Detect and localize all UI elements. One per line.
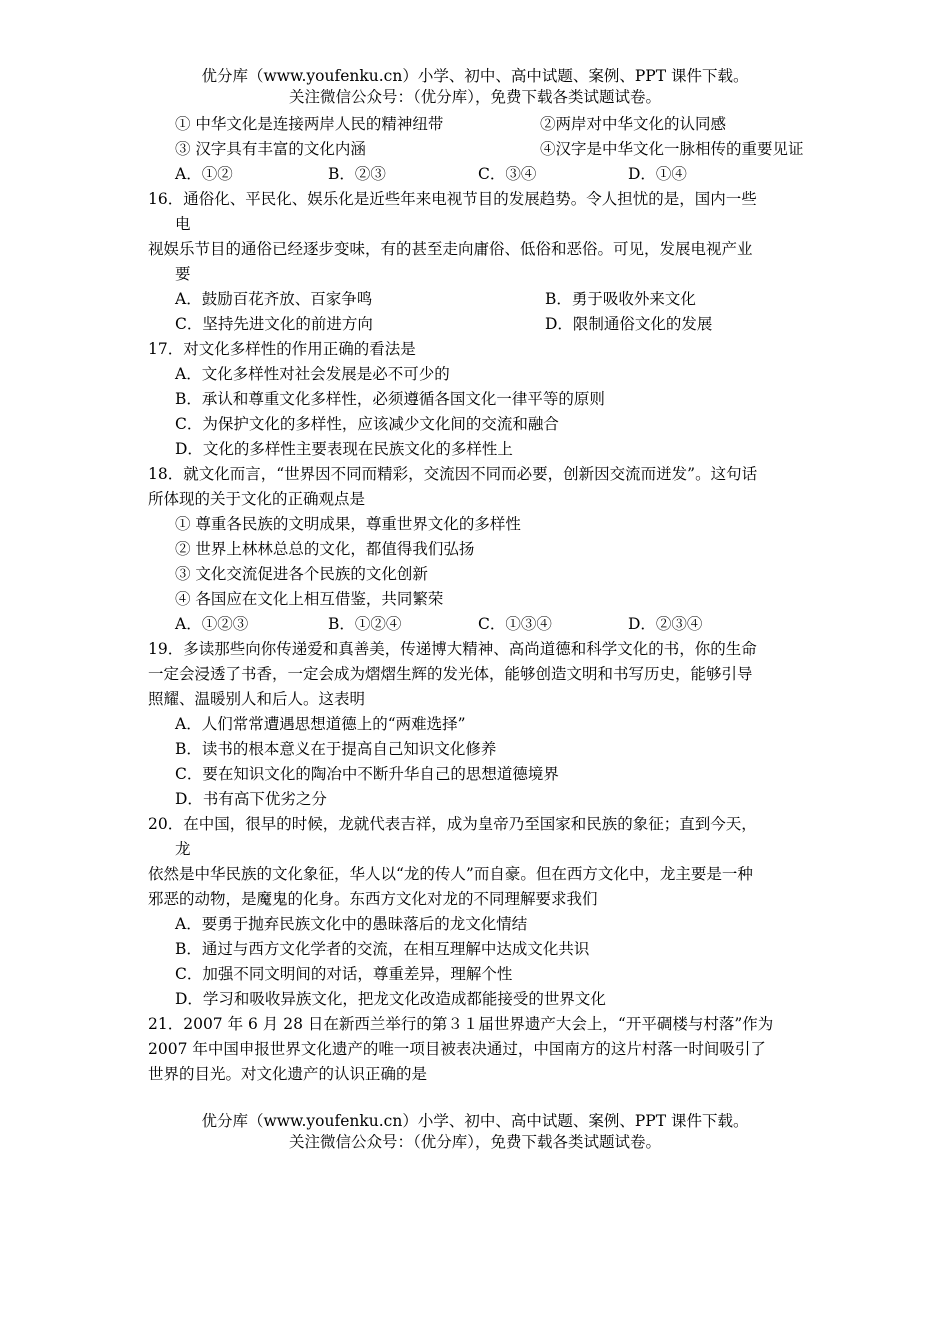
option-c: C．①③④ — [478, 615, 552, 633]
option-c: C．③④ — [478, 165, 537, 183]
option-b: B．通过与西方文化学者的交流，在相互理解中达成文化共识 — [175, 940, 590, 958]
question-stem: 所体现的关于文化的正确观点是 — [148, 490, 366, 508]
option-d: D．限制通俗文化的发展 — [545, 315, 713, 333]
option-d: D．②③④ — [628, 615, 703, 633]
option-c: C．为保护文化的多样性，应该减少文化间的交流和融合 — [175, 415, 559, 433]
option-c: C．加强不同文明间的对话，尊重差异，理解个性 — [175, 965, 513, 983]
question-stem: 视娱乐节目的通俗已经逐步变味，有的甚至走向庸俗、低俗和恶俗。可见，发展电视产业 — [148, 240, 753, 258]
question-stem: 19．多读那些向你传递爱和真善美，传递博大精神、高尚道德和科学文化的书，你的生命 — [148, 640, 757, 658]
question-stem: 21．2007 年 6 月 28 日在新西兰举行的第３１届世界遗产大会上，“开平碉楼与村落”作为 — [148, 1015, 774, 1033]
option-b: B．读书的根本意义在于提高自己知识文化修养 — [175, 740, 497, 758]
statement-1: ① 尊重各民族的文明成果，尊重世界文化的多样性 — [175, 515, 521, 533]
option-d: D．文化的多样性主要表现在民族文化的多样性上 — [175, 440, 513, 458]
option-a: A．①②③ — [175, 615, 249, 633]
option-a: A．文化多样性对社会发展是必不可少的 — [175, 365, 450, 383]
option-b: B．①②④ — [328, 615, 402, 633]
option-d: D．学习和吸收异族文化，把龙文化改造成都能接受的世界文化 — [175, 990, 606, 1008]
option-c: C．坚持先进文化的前进方向 — [175, 315, 373, 333]
option-a: A．鼓励百花齐放、百家争鸣 — [175, 290, 373, 308]
question-stem: 邪恶的动物，是魔鬼的化身。东西方文化对龙的不同理解要求我们 — [148, 890, 598, 908]
question-stem: 20．在中国，很早的时候，龙就代表吉祥，成为皇帝乃至国家和民族的象征；直到今天， — [148, 815, 757, 833]
statement-4: ④汉字是中华文化一脉相传的重要见证 — [540, 140, 804, 158]
question-stem: 世界的目光。对文化遗产的认识正确的是 — [148, 1065, 428, 1083]
question-stem: 龙 — [175, 840, 191, 858]
question-stem: 17．对文化多样性的作用正确的看法是 — [148, 340, 416, 358]
statement-4: ④ 各国应在文化上相互借鉴，共同繁荣 — [175, 590, 444, 608]
footer-line-2: 关注微信公众号：（优分库），免费下载各类试题试卷。 — [288, 1133, 661, 1151]
option-c: C．要在知识文化的陶冶中不断升华自己的思想道德境界 — [175, 765, 559, 783]
statement-2: ② 世界上林林总总的文化，都值得我们弘扬 — [175, 540, 475, 558]
statement-1: ① 中华文化是连接两岸人民的精神纽带 — [175, 115, 444, 133]
question-stem: 16．通俗化、平民化、娱乐化是近些年来电视节目的发展趋势。令人担忧的是，国内一些 — [148, 190, 757, 208]
option-a: A．①② — [175, 165, 233, 183]
option-a: A．要勇于抛弃民族文化中的愚昧落后的龙文化情结 — [175, 915, 528, 933]
question-stem: 18．就文化而言，“世界因不同而精彩，交流因不同而必要，创新因交流而迸发”。这句话 — [148, 465, 758, 483]
option-b: B．承认和尊重文化多样性，必须遵循各国文化一律平等的原则 — [175, 390, 605, 408]
option-d: D．①④ — [628, 165, 687, 183]
statement-3: ③ 文化交流促进各个民族的文化创新 — [175, 565, 428, 583]
question-stem: 2007 年中国申报世界文化遗产的唯一项目被表决通过，中国南方的这片村落一时间吸引了 — [148, 1040, 766, 1058]
header-line-1: 优分库（www.youfenku.cn）小学、初中、高中试题、案例、PPT 课件下载。 — [201, 67, 749, 85]
option-a: A．人们常常遭遇思想道德上的“两难选择” — [175, 715, 466, 733]
question-stem: 要 — [175, 265, 191, 283]
option-d: D．书有高下优劣之分 — [175, 790, 327, 808]
statement-3: ③ 汉字具有丰富的文化内涵 — [175, 140, 366, 158]
question-stem: 电 — [175, 215, 191, 233]
option-b: B．勇于吸收外来文化 — [545, 290, 696, 308]
header-line-2: 关注微信公众号：（优分库），免费下载各类试题试卷。 — [288, 88, 661, 106]
question-stem: 一定会浸透了书香，一定会成为熠熠生辉的发光体，能够创造文明和书写历史，能够引导 — [148, 665, 753, 683]
question-stem: 照耀、温暖别人和后人。这表明 — [148, 690, 366, 708]
footer-line-1: 优分库（www.youfenku.cn）小学、初中、高中试题、案例、PPT 课件下载。 — [201, 1112, 749, 1130]
statement-2: ②两岸对中华文化的认同感 — [540, 115, 727, 133]
option-b: B．②③ — [328, 165, 386, 183]
question-stem: 依然是中华民族的文化象征，华人以“龙的传人”而自豪。但在西方文化中，龙主要是一种 — [148, 865, 753, 883]
